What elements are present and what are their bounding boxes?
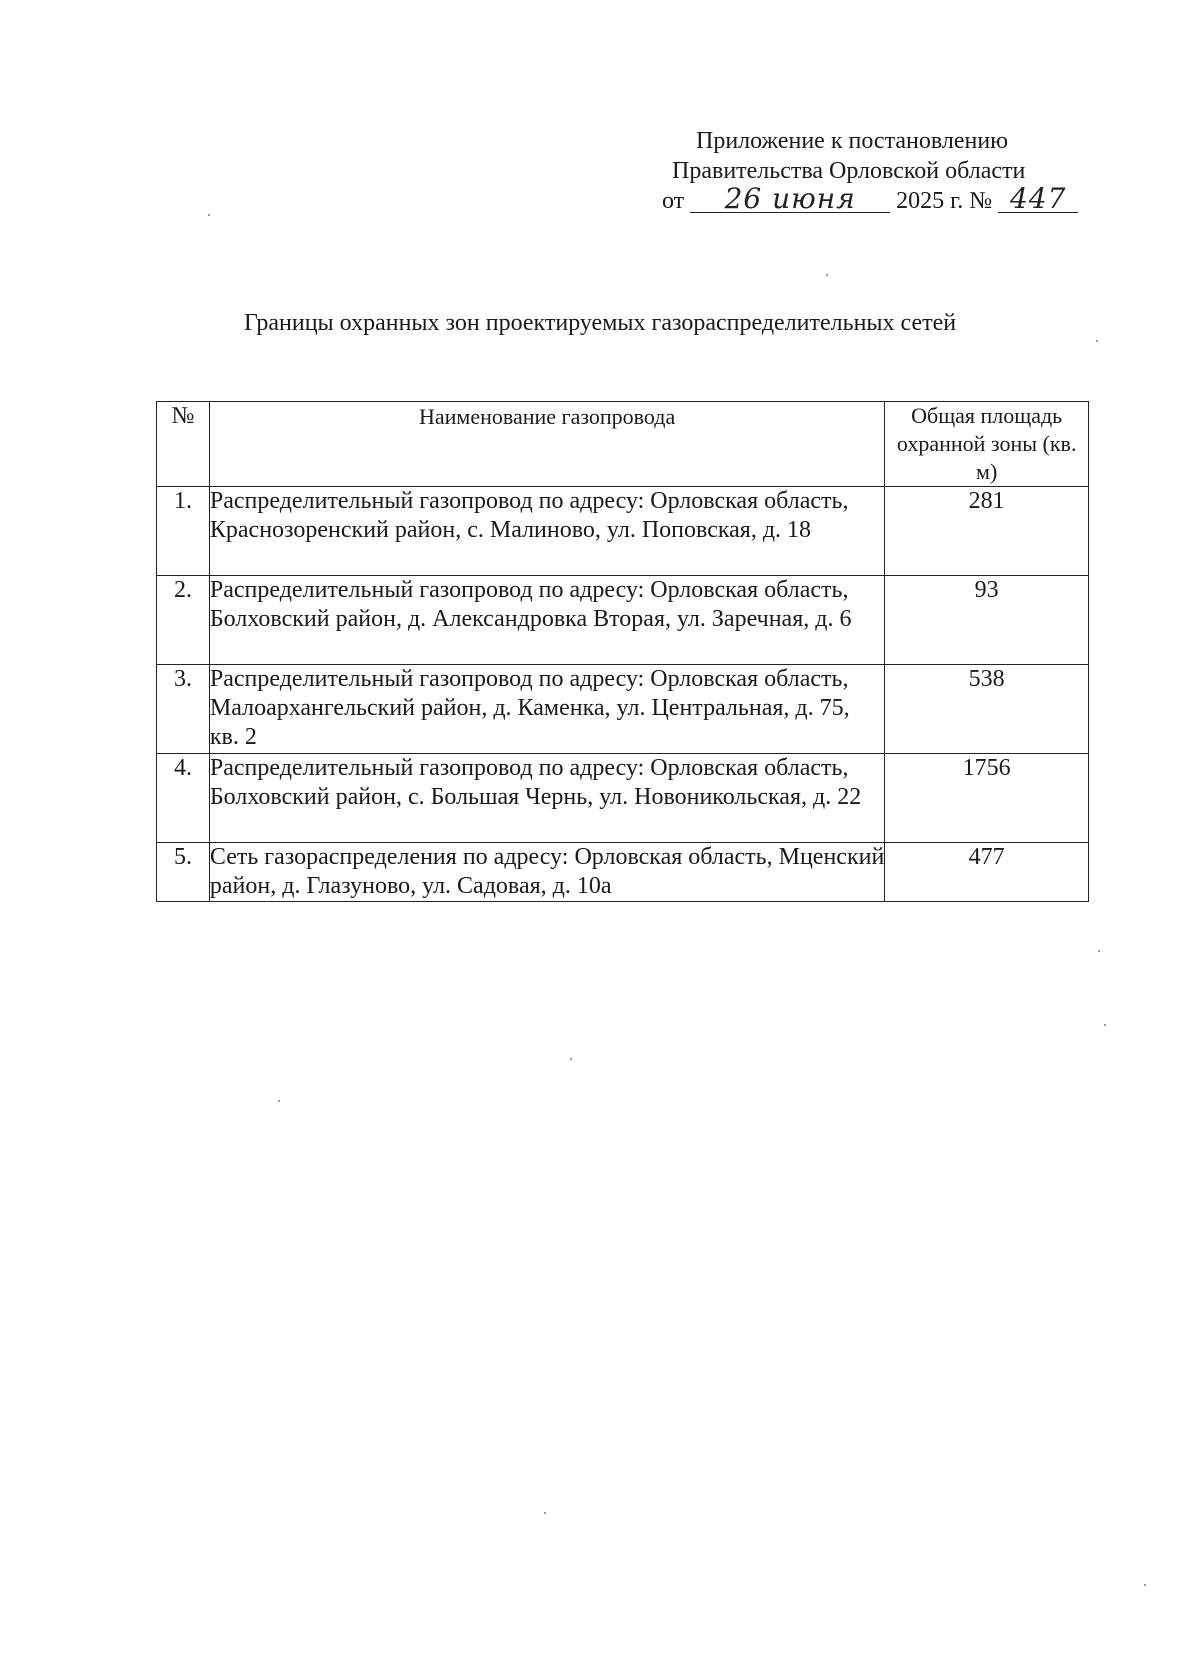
table-row xyxy=(157,665,1089,754)
row-pipeline-name: Распределительный газопровод по адресу: Орловская область, Болховский район, д. Александровка Вторая, ул. Заречная, д. 6 xyxy=(209,576,884,665)
table-row xyxy=(157,576,1089,665)
table-row xyxy=(157,843,1089,902)
scan-speck xyxy=(278,1100,280,1102)
row-pipeline-name: Сеть газораспределения по адресу: Орловская область, Мценский район, д. Глазуново, ул. Садовая, д. 10а xyxy=(209,843,884,902)
year-number-label: 2025 г. № xyxy=(896,188,993,214)
row-pipeline-name: Распределительный газопровод по адресу: Орловская область, Малоархангельский район, д. Каменка, ул. Центральная, д. 75, кв. 2 xyxy=(209,665,884,754)
appendix-header xyxy=(662,126,1102,216)
row-area: 477 xyxy=(885,843,1089,902)
row-pipeline-name: Распределительный газопровод по адресу: Орловская область, Краснозоренский район, с. Малиново, ул. Поповская, д. 18 xyxy=(209,487,884,576)
appendix-line-2: Правительства Орловской области xyxy=(672,158,1026,184)
scan-speck xyxy=(208,214,210,216)
row-number: 4. xyxy=(157,754,210,843)
appendix-line-1: Приложение к постановлению xyxy=(696,128,1009,154)
scan-speck xyxy=(1104,1024,1106,1026)
scan-speck xyxy=(826,274,828,276)
row-number: 2. xyxy=(157,576,210,665)
scan-speck xyxy=(544,1512,546,1514)
table-row xyxy=(157,754,1089,843)
row-number: 1. xyxy=(157,487,210,576)
document-title: Границы охранных зон проектируемых газораспределительных сетей xyxy=(244,310,957,336)
header-number: № xyxy=(157,402,210,487)
row-pipeline-name: Распределительный газопровод по адресу: Орловская область, Болховский район, с. Большая Чернь, ул. Новоникольская, д. 22 xyxy=(209,754,884,843)
handwritten-number: 447 xyxy=(998,186,1078,213)
date-prefix: от xyxy=(662,188,685,214)
table-header-row xyxy=(157,402,1089,487)
row-area: 538 xyxy=(885,665,1089,754)
scan-speck xyxy=(1144,1584,1146,1586)
table-row xyxy=(157,487,1089,576)
row-area: 1756 xyxy=(885,754,1089,843)
row-area: 281 xyxy=(885,487,1089,576)
appendix-date-line xyxy=(662,182,1102,216)
scan-speck xyxy=(1098,950,1100,952)
protection-zones-table xyxy=(156,401,1089,902)
scan-speck xyxy=(570,1058,572,1060)
scan-speck xyxy=(1096,340,1098,342)
header-area: Общая площадь охранной зоны (кв. м) xyxy=(885,402,1089,487)
row-number: 5. xyxy=(157,843,210,902)
row-area: 93 xyxy=(885,576,1089,665)
handwritten-date: 26 июня xyxy=(690,186,890,213)
row-number: 3. xyxy=(157,665,210,754)
header-pipeline-name: Наименование газопровода xyxy=(209,402,884,487)
